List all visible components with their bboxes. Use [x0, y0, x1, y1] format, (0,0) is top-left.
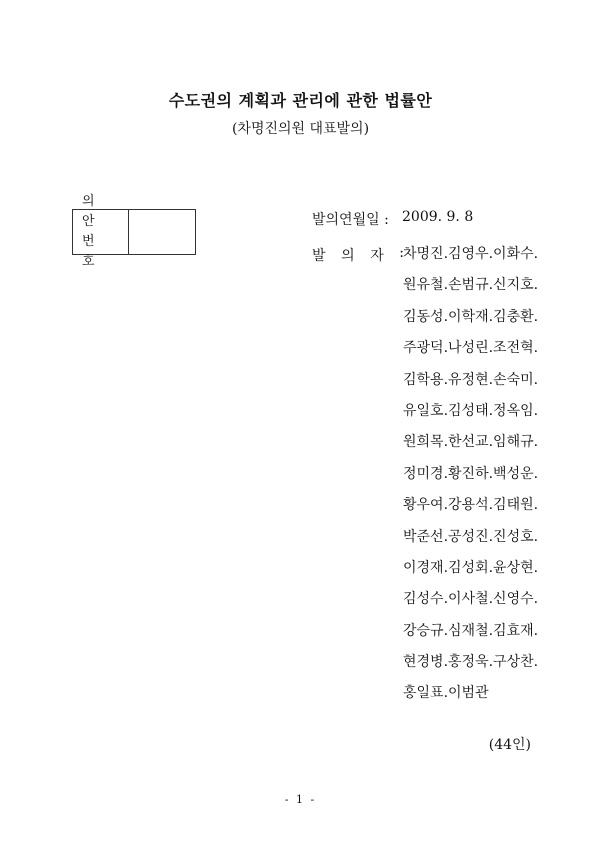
bill-number-label: [73, 194, 129, 269]
proposer-label-char: 발: [312, 248, 326, 264]
proposer-names-line: 이경재.김성회.윤상현.: [403, 559, 539, 576]
proposer-names-line: 현경병.홍정욱.구상찬.: [403, 654, 539, 671]
proposer-names-list: [403, 245, 543, 716]
proposer-count: (44인): [488, 737, 531, 753]
document-title: 수도권의 계획과 관리에 관한 법률안: [168, 91, 433, 110]
proposer-names-line: 정미경.황진하.백성운.: [403, 465, 539, 482]
proposer-names-line: 유일호.김성태.정옥임.: [403, 402, 539, 419]
proposer-label-char: :: [399, 245, 404, 261]
proposer-names-line: 차명진.김영우.이화수.: [403, 246, 539, 262]
proposer-names-line: 김성수.이사철.신영수.: [403, 591, 539, 608]
proposer-names-line: 박준선.공성진.진성호.: [403, 528, 539, 545]
proposer-label-char: 자: [370, 248, 384, 264]
page-number: - 1 -: [284, 793, 317, 806]
proposer-names-line: 김학용.유정현.손숙미.: [403, 371, 539, 388]
proposal-date-value: 2009. 9. 8: [402, 209, 474, 225]
bill-number-label-line2: 번 호: [82, 234, 101, 269]
proposer-names-line: 원희목.한선교.임해규.: [403, 434, 539, 451]
bill-number-value: [129, 210, 195, 254]
proposer-names-line: 황우여.강용석.김태원.: [403, 497, 539, 514]
proposer-label-char: 의: [341, 248, 355, 264]
document-subtitle: (차명진의원 대표발의): [231, 121, 370, 137]
proposal-date-label: 발의연월일 :: [312, 212, 389, 228]
bill-number-label-line1: 의 안: [82, 194, 101, 229]
proposer-names-line: 원유철.손범규.신지호.: [403, 277, 539, 294]
bill-number-box: [72, 194, 196, 269]
proposer-names-line: 주광덕.나성린.조전혁.: [403, 340, 539, 357]
proposer-names-line: 홍일표.이범관: [403, 685, 489, 702]
proposer-names-line: 김동성.이학재.김충환.: [403, 308, 539, 325]
proposer-names-line: 강승규.심재철.김효재.: [403, 622, 539, 639]
proposer-label: [312, 245, 404, 265]
